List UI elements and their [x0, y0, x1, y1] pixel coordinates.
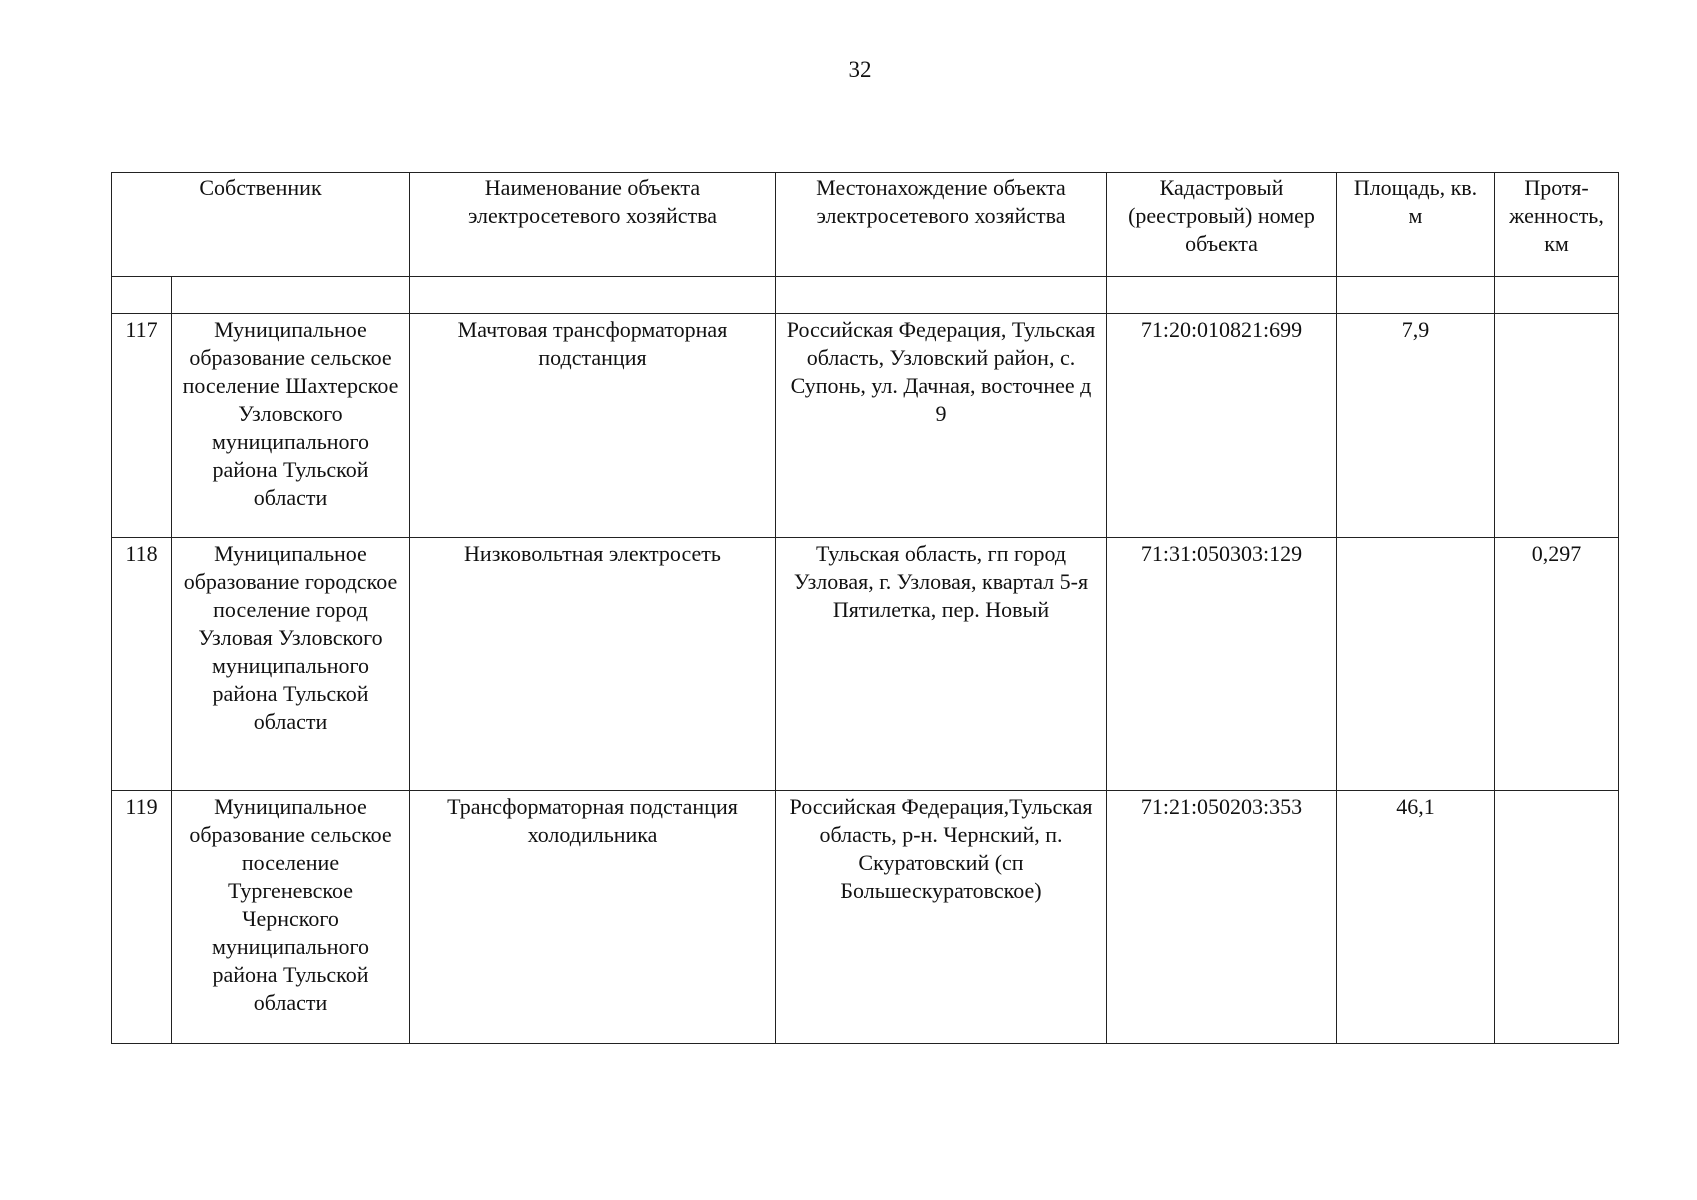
table-row: [112, 538, 1619, 791]
empty-cell: [1495, 277, 1619, 314]
location-cell: Российская Федерация, Тульская область, Узловский район, с. Супонь, ул. Дачная, восточнее д 9: [776, 314, 1107, 538]
empty-cell: [1107, 277, 1337, 314]
header-object-name: Наименование объекта электросетевого хозяйства: [410, 173, 776, 277]
empty-cell: [112, 277, 172, 314]
cadastral-number-cell: 71:21:050203:353: [1107, 791, 1337, 1044]
empty-row: [112, 277, 1619, 314]
table-row: [112, 314, 1619, 538]
length-cell: [1495, 791, 1619, 1044]
empty-cell: [172, 277, 410, 314]
row-number: 119: [112, 791, 172, 1044]
cadastral-number-cell: 71:20:010821:699: [1107, 314, 1337, 538]
area-cell: 46,1: [1337, 791, 1495, 1044]
empty-cell: [1337, 277, 1495, 314]
header-length: Протя-женность, км: [1495, 173, 1619, 277]
header-cadastral-number: Кадастровый (реестровый) номер объекта: [1107, 173, 1337, 277]
row-number: 118: [112, 538, 172, 791]
header-owner: Собственник: [112, 173, 410, 277]
length-cell: [1495, 314, 1619, 538]
length-cell: 0,297: [1495, 538, 1619, 791]
location-cell: Российская Федерация,Тульская область, р-н. Чернский, п. Скуратовский (сп Большескуратовское): [776, 791, 1107, 1044]
table-header-row: [112, 173, 1619, 277]
electric-grid-objects-table: [111, 172, 1619, 1044]
row-number: 117: [112, 314, 172, 538]
object-name-cell: Мачтовая трансформаторная подстанция: [410, 314, 776, 538]
object-name-cell: Низковольтная электросеть: [410, 538, 776, 791]
cadastral-number-cell: 71:31:050303:129: [1107, 538, 1337, 791]
owner-cell: Муниципальное образование сельское поселение Шахтерское Узловского муниципального района Тульской области: [172, 314, 410, 538]
area-cell: 7,9: [1337, 314, 1495, 538]
owner-cell: Муниципальное образование сельское поселение Тургеневское Чернского муниципального района Тульской области: [172, 791, 410, 1044]
page-number: 32: [848, 57, 872, 82]
owner-cell: Муниципальное образование городское поселение город Узловая Узловского муниципального района Тульской области: [172, 538, 410, 791]
table-row: [112, 791, 1619, 1044]
area-cell: [1337, 538, 1495, 791]
location-cell: Тульская область, гп город Узловая, г. Узловая, квартал 5-я Пятилетка, пер. Новый: [776, 538, 1107, 791]
empty-cell: [776, 277, 1107, 314]
header-area: Площадь, кв. м: [1337, 173, 1495, 277]
empty-cell: [410, 277, 776, 314]
header-object-location: Местонахождение объекта электросетевого хозяйства: [776, 173, 1107, 277]
object-name-cell: Трансформаторная подстанция холодильника: [410, 791, 776, 1044]
